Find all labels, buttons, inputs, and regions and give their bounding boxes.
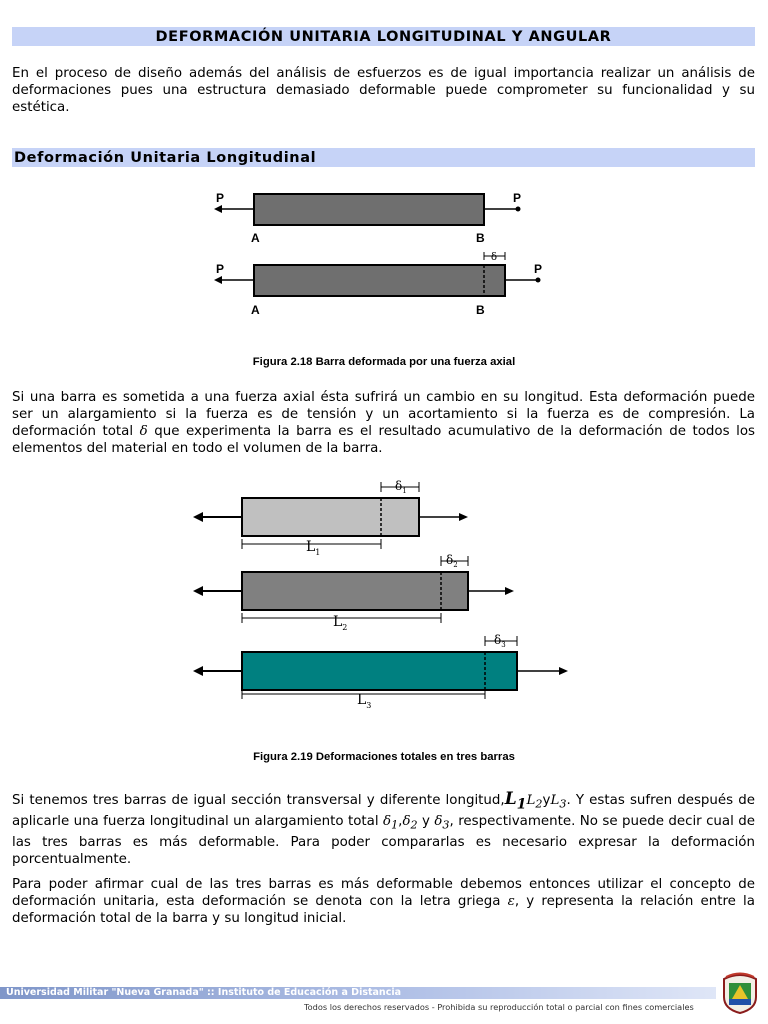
arrow-right-icon — [559, 667, 568, 675]
text-run: , respectivamente. No se puede decir cual de las tres barras es más deformable. Para poder compararlas es necesario expresar la deformación porcentualmente. — [12, 814, 755, 868]
arrow-left-icon — [193, 512, 203, 522]
figure-2-18 — [200, 180, 560, 320]
text-run: , — [398, 814, 403, 830]
force-label: P — [216, 262, 225, 276]
delta-1-symbol: $\delta_1$ — [383, 814, 399, 833]
length-2-label: $L_2$ — [333, 614, 348, 632]
delta-symbol: δ — [139, 424, 148, 439]
university-logo-icon — [720, 971, 760, 1015]
paragraph-deformation — [12, 389, 755, 457]
l2-symbol: $L_2$ — [526, 793, 543, 811]
text-run: Si tenemos tres barras de igual sección transversal y diferente longitud, — [12, 793, 505, 808]
arrow-left-icon — [193, 666, 203, 676]
text-run: que experimenta la barra es el resultado acumulativo de la deformación de todos los elementos del material en todo el volumen de la barra. — [12, 424, 756, 456]
end-b-label: B — [476, 231, 485, 245]
arrow-right-icon — [459, 513, 468, 521]
figure-caption: Figura 2.18 Barra deformada por una fuerza axial — [252, 356, 516, 368]
length-1-label: $L_1$ — [306, 539, 321, 557]
text-run: . Y estas sufren después de aplicarle una fuerza longitudinal un alargamiento total — [12, 793, 755, 830]
delta-1-label: $\delta_1$ — [395, 479, 407, 495]
footer-title: Universidad Militar "Nueva Granada" :: Instituto de Educación a Distancia — [6, 987, 401, 998]
l1-symbol: $L_1$ — [504, 789, 527, 813]
delta-3-label: $\delta_3$ — [494, 633, 506, 649]
arrow-left-icon — [193, 586, 203, 596]
footer — [0, 983, 768, 1024]
end-b-label: B — [476, 303, 485, 317]
force-label: P — [534, 262, 543, 276]
text-run: Para poder afirmar cual de las tres barras es más deformable debemos entonces utilizar el concepto de deformación unitaria, esta deformación se denota con la letra griega — [12, 877, 755, 909]
bar-1 — [193, 479, 468, 557]
delta-2-label: $\delta_2$ — [446, 553, 458, 569]
bar-deformed — [214, 252, 542, 317]
text-run: y — [417, 814, 435, 830]
paragraph-unit-strain — [12, 876, 755, 927]
paragraph-three-bars — [12, 791, 755, 868]
dot-icon — [516, 207, 521, 212]
end-a-label: A — [251, 303, 260, 317]
epsilon-symbol: ε — [507, 894, 515, 909]
text-run: , y representa la relación entre la deformación total de la barra y su longitud inicial. — [12, 894, 755, 926]
force-label: P — [513, 191, 522, 205]
text-run: y — [542, 793, 551, 808]
delta-2-symbol: $\delta_2$ — [402, 814, 418, 833]
bar-3 — [193, 633, 568, 710]
delta-3-symbol: $\delta_3$ — [434, 814, 450, 833]
bar-2 — [193, 553, 514, 632]
delta-label: δ — [491, 252, 498, 263]
bar-original — [214, 191, 521, 245]
arrow-left-icon — [214, 205, 222, 213]
arrow-right-icon — [505, 587, 514, 595]
intro-paragraph: En el proceso de diseño además del análisis de esfuerzos es de igual importancia realizar un análisis de deformaciones pues una estructura demasiado deformable puede comprometer su funcionalidad y su estética. — [12, 66, 755, 115]
force-label: P — [216, 191, 225, 205]
figure-2-19 — [185, 468, 585, 718]
section-title: Deformación Unitaria Longitudinal — [12, 148, 755, 167]
l3-symbol: $L_3$ — [550, 793, 567, 811]
footer-copyright: Todos los derechos reservados - Prohibida su reproducción total o parcial con fines comerciales — [304, 1002, 694, 1012]
end-a-label: A — [251, 231, 260, 245]
page-title: DEFORMACIÓN UNITARIA LONGITUDINAL Y ANGULAR — [12, 27, 755, 46]
figure-caption: Figura 2.19 Deformaciones totales en tres barras — [253, 751, 515, 763]
length-3-label: $L_3$ — [357, 692, 372, 710]
dot-icon — [536, 278, 541, 283]
text-run: Si una barra es sometida a una fuerza axial ésta sufrirá un cambio en su longitud. Esta deformación puede ser un alargamiento si la fuerza es de tensión y un acortamiento si la fuerza es de compresión. La deformación total — [12, 390, 755, 439]
arrow-left-icon — [214, 276, 222, 284]
